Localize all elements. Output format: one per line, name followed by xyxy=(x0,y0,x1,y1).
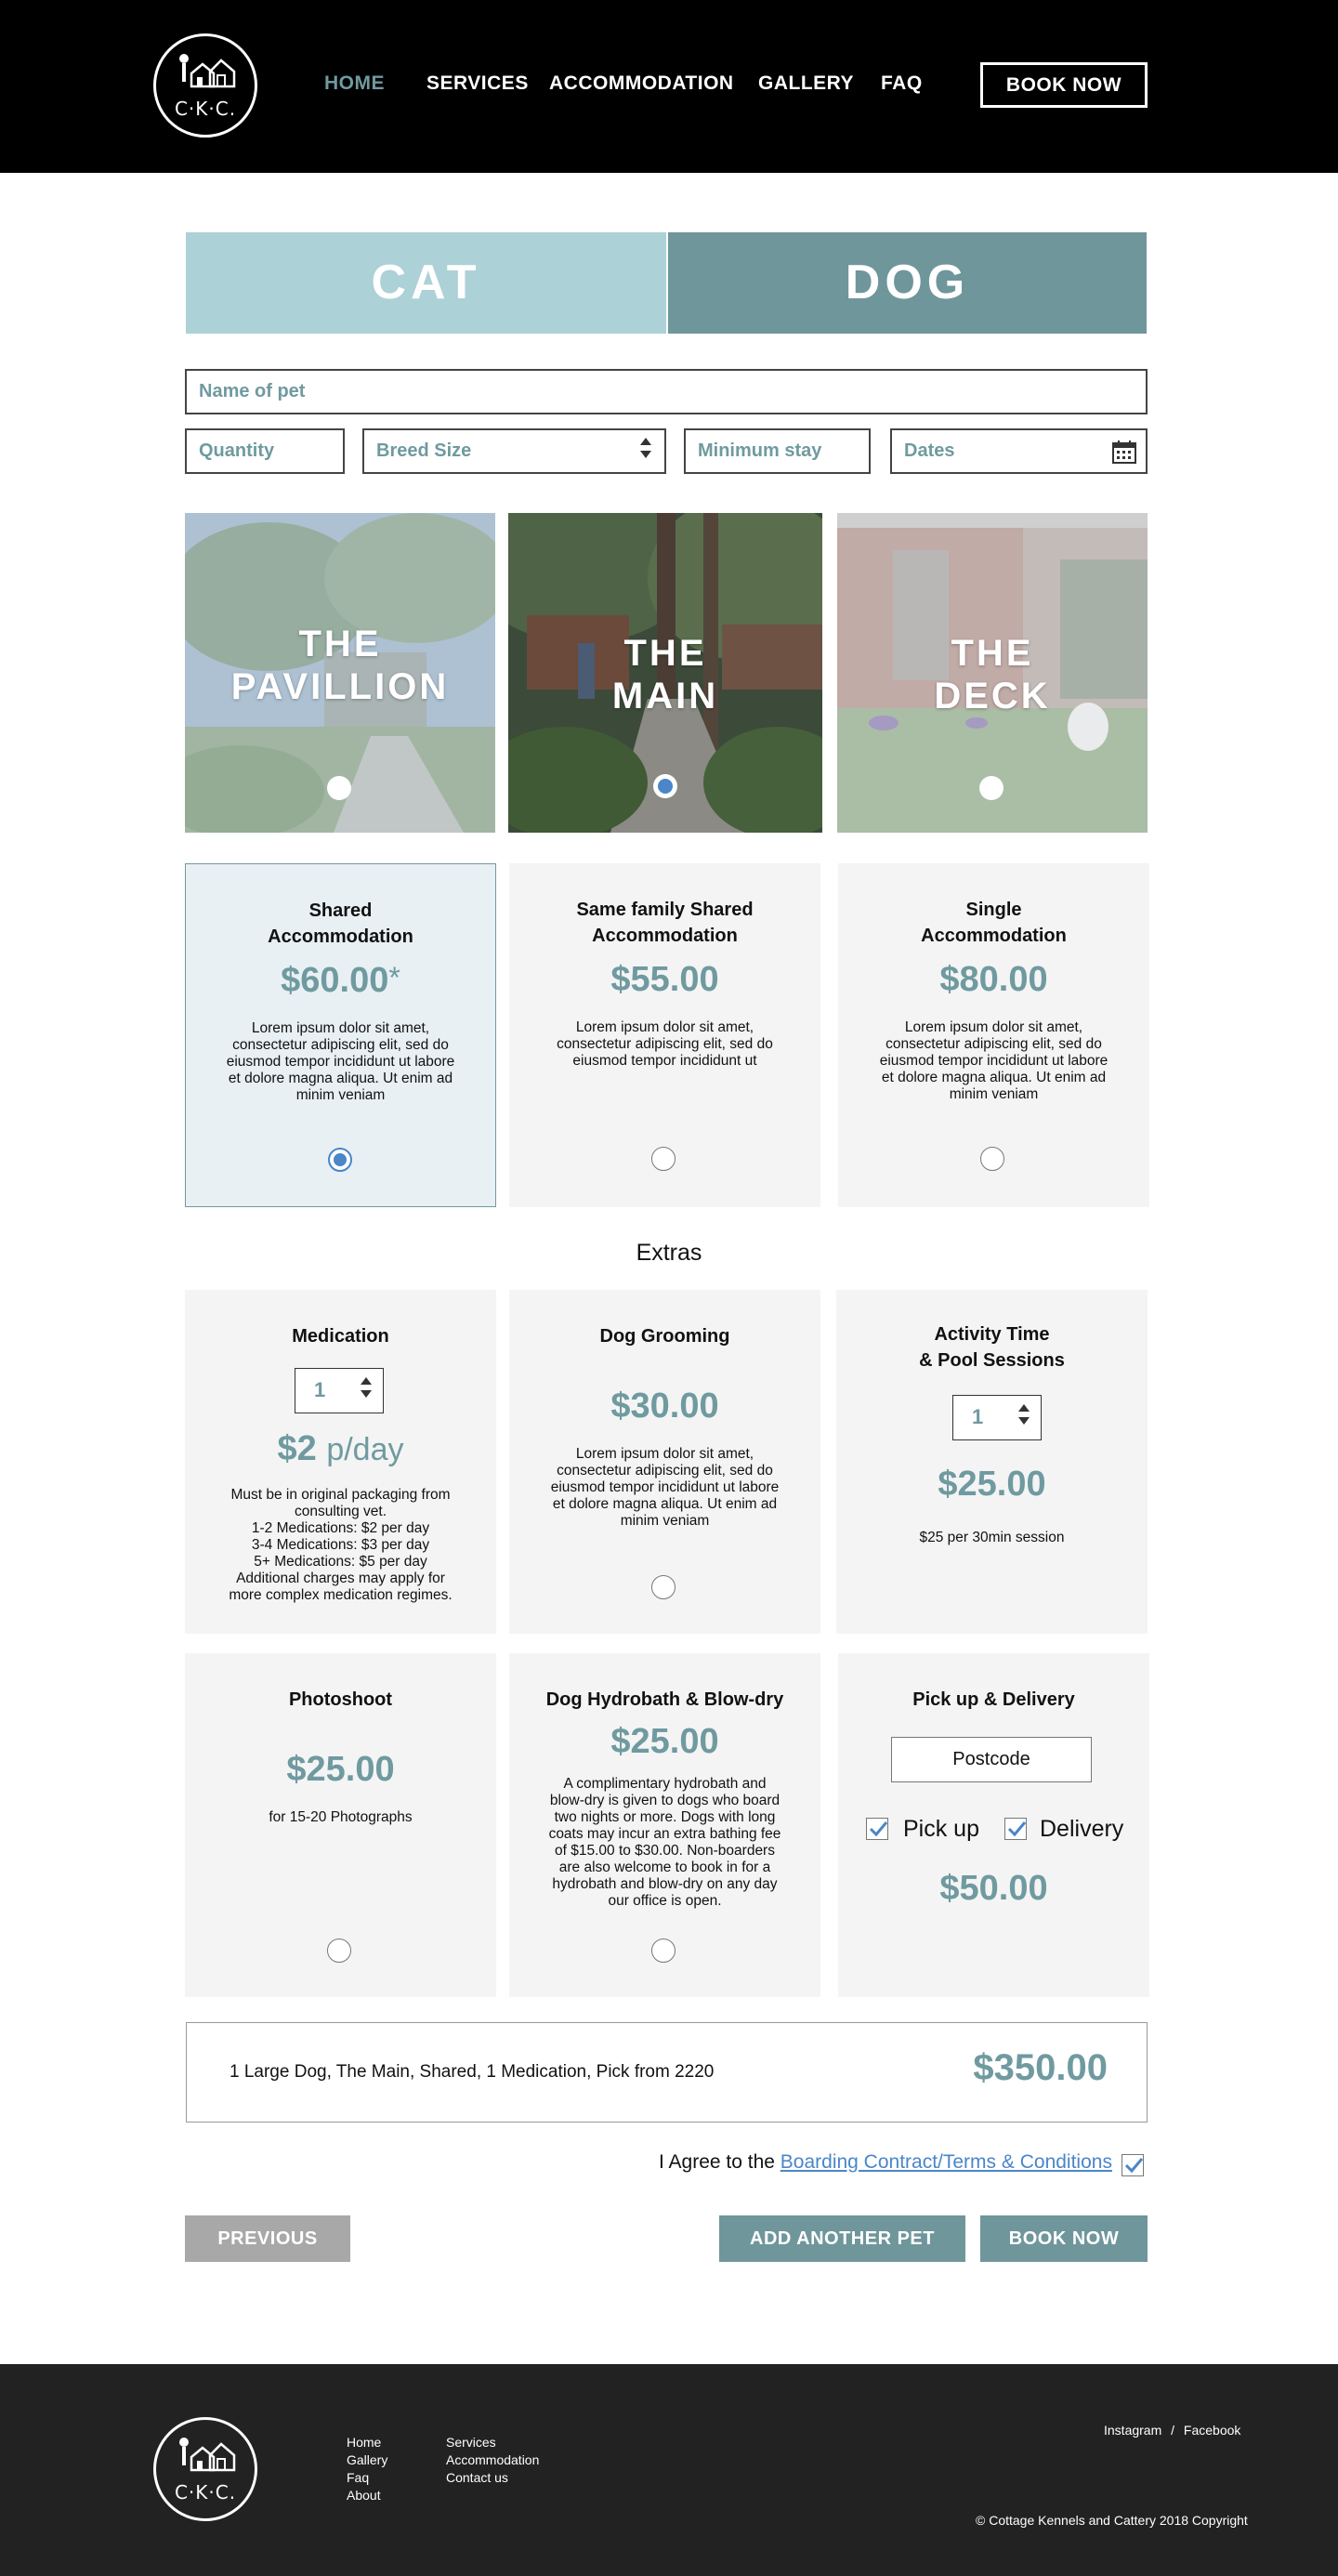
room-single-title-line1: Single xyxy=(965,900,1022,920)
medication-note-line: consulting vet. xyxy=(294,1504,387,1519)
room-single-title-line2: Accommodation xyxy=(921,926,1067,946)
medication-price: $2 xyxy=(277,1429,317,1468)
extra-pickup-card xyxy=(838,1653,1149,1997)
hydrobath-title: Dog Hydrobath & Blow-dry xyxy=(545,1689,784,1710)
minimum-stay-placeholder: Minimum stay xyxy=(698,440,822,461)
add-another-pet-button[interactable]: ADD ANOTHER PET xyxy=(719,2215,965,2262)
delivery-checkbox[interactable] xyxy=(1004,1818,1027,1840)
tab-dog[interactable]: DOG xyxy=(668,232,1147,334)
select-arrows-icon xyxy=(640,438,653,458)
medication-quantity-value: 1 xyxy=(314,1378,326,1401)
room-same-family-title-line1: Same family Shared xyxy=(576,900,754,920)
room-shared-description: Lorem ipsum dolor sit amet, consectetur adipiscing elit, sed do eiusmod tempor incididunt ut labore et dolore magna aliqua. Ut enim ad minim veniam xyxy=(226,1020,455,1103)
minimum-stay-input[interactable] xyxy=(684,428,871,474)
grooming-radio[interactable] xyxy=(651,1575,676,1599)
nav-faq[interactable]: FAQ xyxy=(881,72,923,94)
room-shared-price-note: * xyxy=(388,961,400,994)
header-book-now-button[interactable]: BOOK NOW xyxy=(980,62,1148,108)
extra-grooming-card[interactable] xyxy=(509,1290,820,1634)
hydrobath-description: A complimentary hydrobath and blow-dry is given to dogs who board two nights or more. Dogs with long coats may incur an extra bathing fee of $15.00 to $30.00. Non-boarders are also welcome to book in for a hydrobath and blow-dry on any day our office is open. xyxy=(548,1776,781,1909)
footer-link-about[interactable]: About xyxy=(347,2488,381,2503)
checkmark-icon xyxy=(1123,2155,1144,2175)
medication-quantity-stepper[interactable] xyxy=(295,1368,384,1413)
room-same-family-card[interactable] xyxy=(509,863,820,1207)
medication-note-line: 1-2 Medications: $2 per day xyxy=(251,1520,430,1536)
activity-title-line2: & Pool Sessions xyxy=(919,1350,1065,1371)
photoshoot-price: $25.00 xyxy=(286,1750,395,1789)
previous-button[interactable]: PREVIOUS xyxy=(185,2215,350,2262)
dates-input[interactable] xyxy=(890,428,1148,474)
nav-home[interactable]: HOME xyxy=(324,72,385,94)
accommodation-main[interactable] xyxy=(508,513,822,833)
terms-agreement xyxy=(659,2151,1112,2174)
grooming-description: Lorem ipsum dolor sit amet, consectetur adipiscing elit, sed do eiusmod tempor incididunt ut labore et dolore magna aliqua. Ut enim ad minim veniam xyxy=(550,1446,780,1529)
room-shared-radio[interactable] xyxy=(328,1148,352,1172)
photoshoot-title: Photoshoot xyxy=(288,1689,393,1710)
room-shared-title-line2: Accommodation xyxy=(268,927,413,947)
medication-note-line: Additional charges may apply for xyxy=(236,1571,445,1586)
site-logo[interactable] xyxy=(153,33,257,138)
grooming-price: $30.00 xyxy=(610,1387,719,1426)
nav-accommodation[interactable]: ACCOMMODATION xyxy=(549,72,734,94)
checkmark-icon xyxy=(868,1819,888,1839)
deck-radio[interactable] xyxy=(979,776,1004,800)
extra-medication-card xyxy=(185,1290,496,1634)
grooming-title: Dog Grooming xyxy=(599,1326,730,1347)
medication-price-unit: p/day xyxy=(326,1432,404,1467)
medication-title: Medication xyxy=(292,1326,389,1347)
pickup-label: Pick up xyxy=(903,1816,979,1842)
quantity-input[interactable] xyxy=(185,428,345,474)
footer-link-home[interactable]: Home xyxy=(347,2435,382,2450)
copyright-text: © Cottage Kennels and Cattery 2018 Copyright xyxy=(976,2513,1248,2528)
extras-heading: Extras xyxy=(636,1240,702,1266)
kennel-logo-icon xyxy=(178,53,238,94)
photoshoot-note: for 15-20 Photographs xyxy=(269,1809,413,1825)
room-shared-price: $60.00 xyxy=(281,961,389,1000)
book-now-button[interactable]: BOOK NOW xyxy=(980,2215,1148,2262)
checkmark-icon xyxy=(1006,1819,1027,1839)
kennel-logo-icon xyxy=(178,2437,238,2477)
extra-hydrobath-card[interactable] xyxy=(509,1653,820,1997)
terms-prefix: I Agree to the xyxy=(659,2151,775,2173)
pavillion-radio[interactable] xyxy=(327,776,351,800)
footer-logo[interactable] xyxy=(153,2417,257,2521)
stepper-arrows-icon[interactable] xyxy=(361,1377,372,1398)
facebook-link[interactable]: Facebook xyxy=(1183,2423,1241,2438)
deck-title-line1: THE xyxy=(951,633,1034,674)
main-title-line1: THE xyxy=(623,633,707,674)
activity-price: $25.00 xyxy=(938,1465,1046,1504)
pavillion-title-line1: THE xyxy=(298,624,382,664)
room-single-radio[interactable] xyxy=(980,1147,1004,1171)
medication-note-line: 5+ Medications: $5 per day xyxy=(254,1554,427,1570)
activity-quantity-stepper[interactable] xyxy=(952,1395,1042,1440)
social-links xyxy=(1104,2423,1240,2438)
tab-cat[interactable]: CAT xyxy=(186,232,666,334)
room-same-family-description: Lorem ipsum dolor sit amet, consectetur adipiscing elit, sed do eiusmod tempor incididunt ut xyxy=(557,1019,773,1069)
footer-link-faq[interactable]: Faq xyxy=(347,2470,370,2485)
stepper-arrows-icon[interactable] xyxy=(1018,1404,1030,1425)
main-title-line2: MAIN xyxy=(611,676,719,716)
nav-services[interactable]: SERVICES xyxy=(426,72,529,94)
pickup-title: Pick up & Delivery xyxy=(912,1689,1075,1710)
terms-link[interactable]: Boarding Contract/Terms & Conditions xyxy=(780,2151,1112,2173)
postcode-input[interactable]: Postcode xyxy=(891,1737,1092,1782)
room-shared-title-line1: Shared xyxy=(308,900,373,921)
footer-link-accommodation[interactable]: Accommodation xyxy=(446,2452,540,2467)
pickup-price: $50.00 xyxy=(939,1869,1048,1908)
summary-total: $350.00 xyxy=(973,2047,1108,2088)
extra-photoshoot-card[interactable] xyxy=(185,1653,496,1997)
pet-name-input[interactable]: Name of pet xyxy=(185,369,1148,414)
instagram-link[interactable]: Instagram xyxy=(1104,2423,1162,2438)
footer-link-contact[interactable]: Contact us xyxy=(446,2470,508,2485)
medication-note-line: Must be in original packaging from xyxy=(230,1487,451,1503)
room-single-card[interactable] xyxy=(838,863,1149,1207)
pickup-checkbox[interactable] xyxy=(866,1818,888,1840)
accommodation-deck[interactable] xyxy=(837,513,1148,833)
extra-activity-card xyxy=(836,1290,1148,1634)
hydrobath-radio[interactable] xyxy=(651,1939,676,1963)
room-same-family-radio[interactable] xyxy=(651,1147,676,1171)
room-single-price: $80.00 xyxy=(939,960,1048,999)
pavillion-title-line2: PAVILLION xyxy=(230,666,450,707)
logo-text: C·K·C. xyxy=(174,98,237,120)
quantity-placeholder: Quantity xyxy=(199,440,275,461)
hydrobath-price: $25.00 xyxy=(610,1722,719,1761)
room-same-family-price: $55.00 xyxy=(610,960,719,999)
activity-quantity-value: 1 xyxy=(972,1405,984,1428)
activity-note: $25 per 30min session xyxy=(919,1530,1065,1545)
main-radio[interactable] xyxy=(653,774,677,798)
photoshoot-radio[interactable] xyxy=(327,1939,351,1963)
site-footer xyxy=(0,2364,1338,2576)
site-header xyxy=(0,0,1338,173)
footer-link-gallery[interactable]: Gallery xyxy=(347,2452,388,2467)
footer-logo-text: C·K·C. xyxy=(174,2481,237,2504)
accommodation-pavillion[interactable] xyxy=(185,513,495,833)
room-single-description: Lorem ipsum dolor sit amet, consectetur adipiscing elit, sed do eiusmod tempor incididunt ut labore et dolore magna aliqua. Ut enim ad minim veniam xyxy=(879,1019,1108,1102)
room-shared-card[interactable] xyxy=(185,863,496,1207)
breed-size-select[interactable] xyxy=(362,428,666,474)
medication-notes xyxy=(203,1487,478,1604)
breed-size-placeholder: Breed Size xyxy=(376,440,472,461)
deck-title-line2: DECK xyxy=(934,676,1051,716)
medication-note-line: more complex medication regimes. xyxy=(229,1587,453,1603)
medication-note-line: 3-4 Medications: $3 per day xyxy=(251,1537,430,1553)
terms-checkbox[interactable] xyxy=(1122,2154,1144,2176)
delivery-label: Delivery xyxy=(1040,1816,1124,1842)
booking-summary xyxy=(186,2022,1148,2123)
footer-link-services[interactable]: Services xyxy=(446,2435,496,2450)
activity-title-line1: Activity Time xyxy=(934,1324,1050,1345)
calendar-icon[interactable] xyxy=(1112,440,1136,464)
dates-placeholder: Dates xyxy=(904,440,955,461)
social-separator: / xyxy=(1171,2423,1175,2438)
room-same-family-title-line2: Accommodation xyxy=(592,926,738,946)
summary-text: 1 Large Dog, The Main, Shared, 1 Medication, Pick from 2220 xyxy=(230,2062,715,2082)
nav-gallery[interactable]: GALLERY xyxy=(758,72,855,94)
